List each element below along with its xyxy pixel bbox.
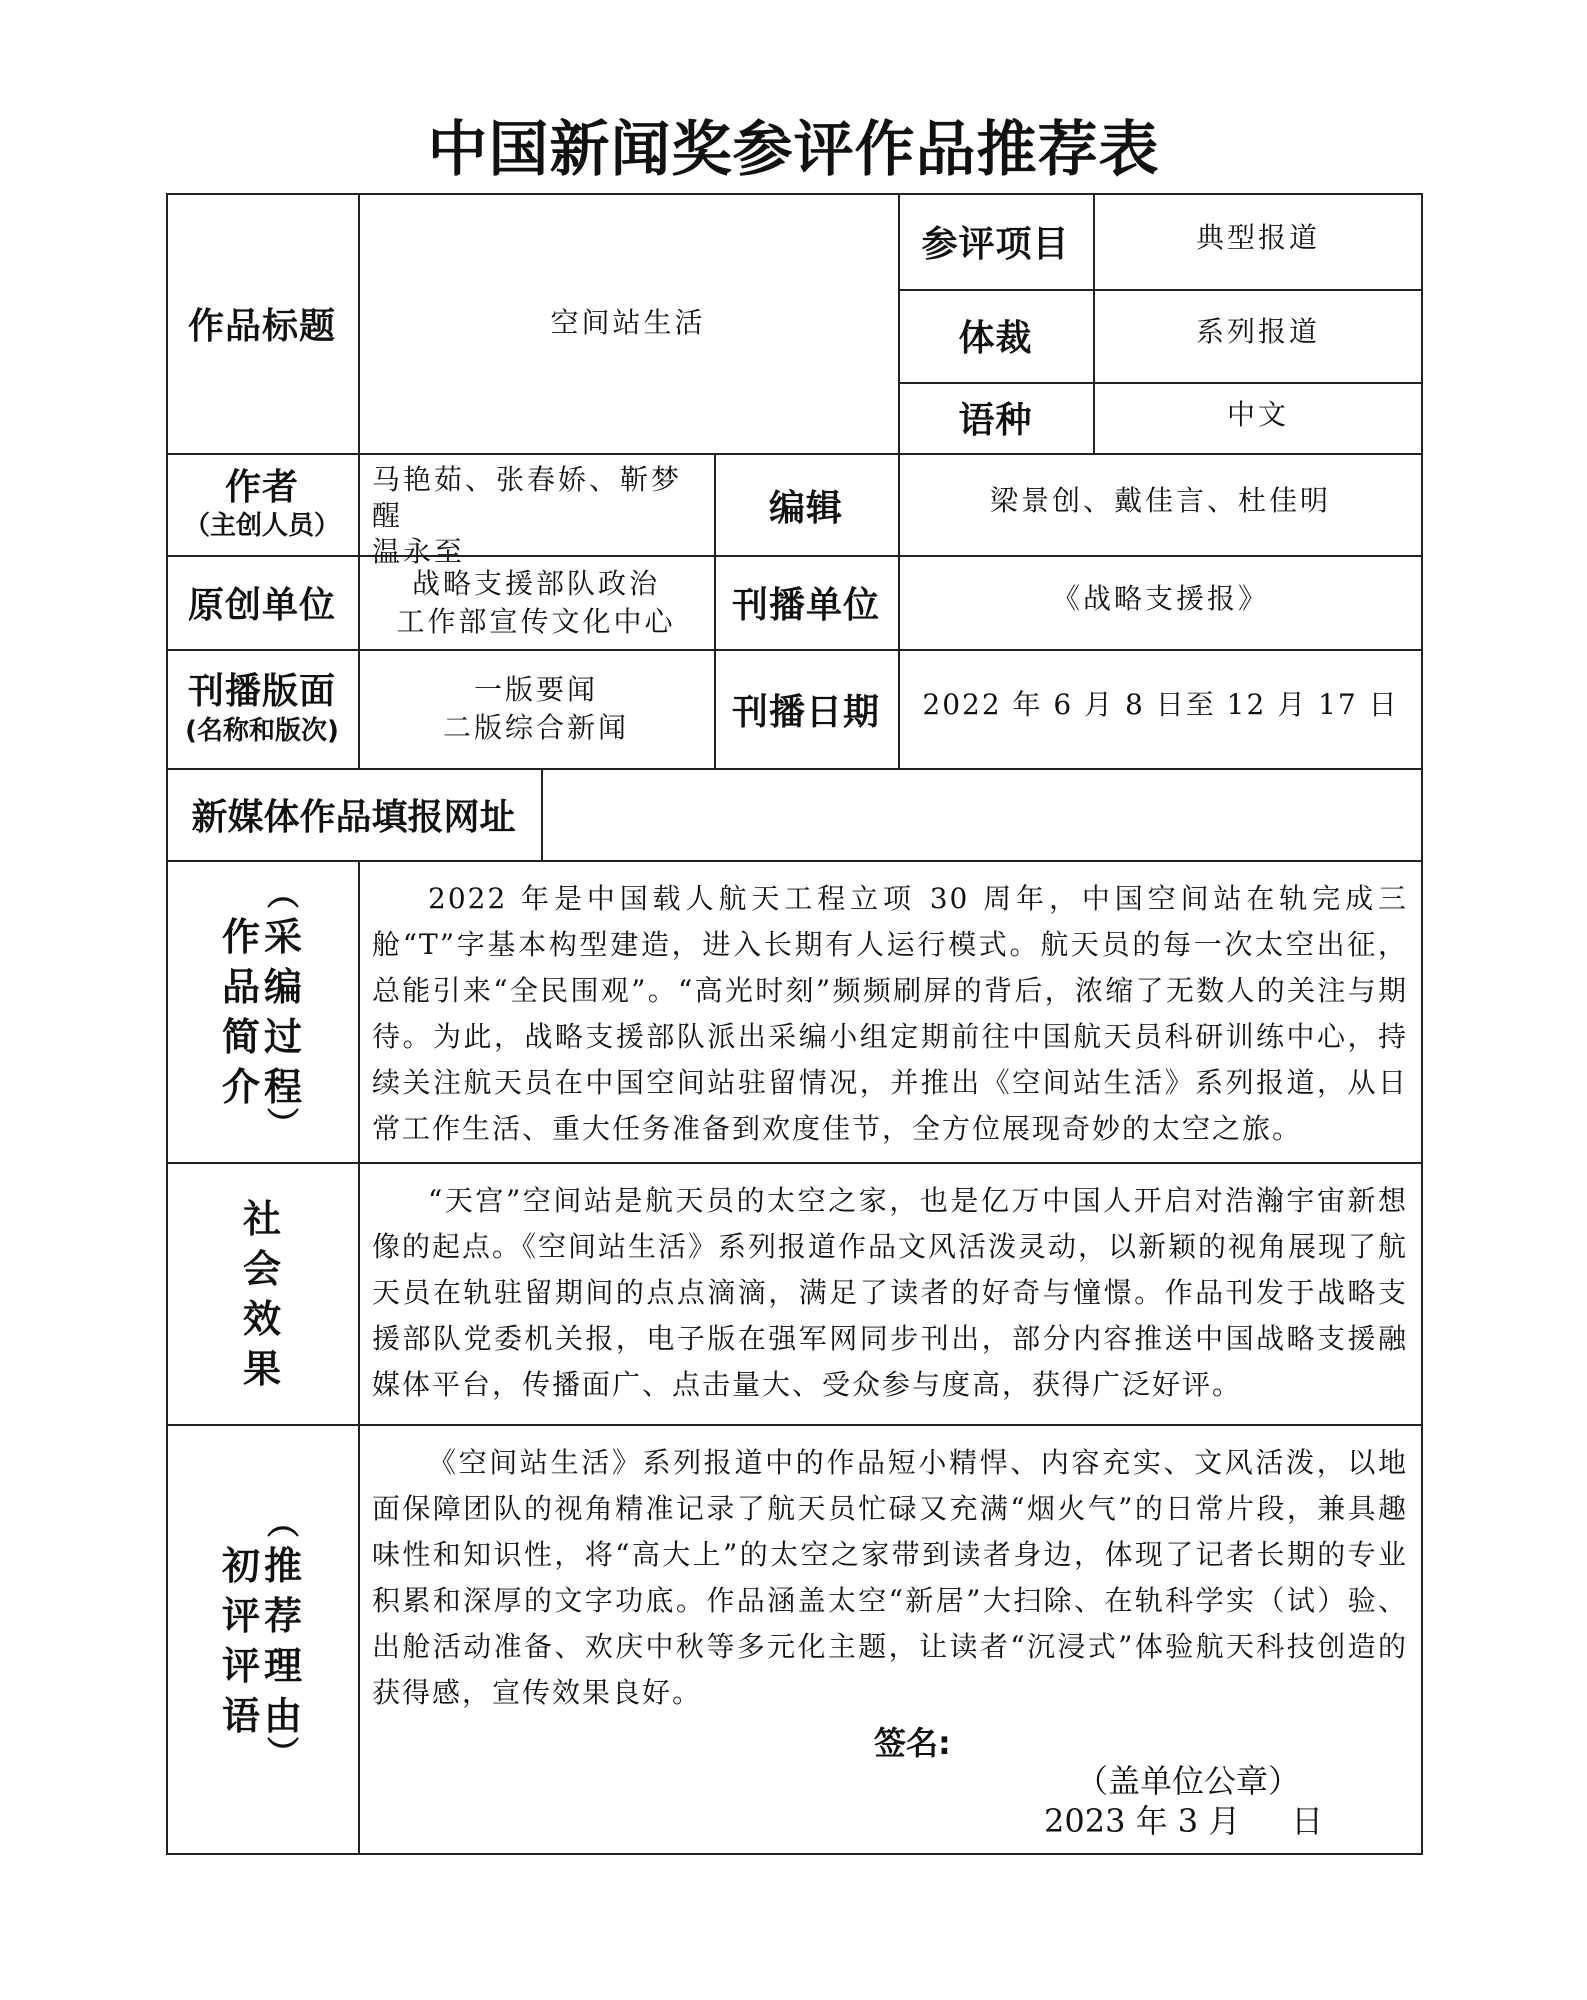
value-publish-unit: 《战略支援报》 — [1051, 581, 1269, 615]
label-publish-unit: 刊播单位 — [731, 585, 880, 626]
value-language: 中文 — [1226, 398, 1289, 431]
review-label-b-3: 由 — [264, 1693, 303, 1738]
effect-label-2: 效 — [242, 1297, 281, 1341]
value-work-title: 空间站生活 — [550, 306, 706, 339]
effect-label-0: 社 — [242, 1197, 281, 1241]
intro-label-b-3: 程 — [264, 1065, 303, 1109]
intro-label-b-1: 编 — [264, 965, 303, 1009]
label-category: 参评项目 — [921, 223, 1070, 265]
intro-text: 2022 年是中国载人航天工程立项 30 周年，中国空间站在轨完成三舱“T”字基本构型建造，进入长期有人运行模式。航天员的每一次太空出征，总能引来“全民围观”。“高光时刻”频频刷屏的背后，浓缩了无数人的关注与期待。为此，战略支援部队派出采编小组定期前往中国航天员科研训练中心，持续关注航天员在中国空间站驻留情况，并推出《空间站生活》系列报道，从日常工作生活、重大任务准备到欢度佳节，全方位展现奇妙的太空之旅。 — [372, 882, 1408, 1145]
label-publish-page-block — [166, 650, 358, 768]
value-new-media-url — [541, 769, 1423, 860]
intro-label-b-2: 过 — [264, 1015, 303, 1059]
label-author-sub: （主创人员） — [183, 511, 340, 541]
review-paren-close: ） — [262, 1735, 301, 1768]
label-publish-page: 刊播版面 — [187, 671, 336, 712]
label-review — [166, 1426, 358, 1855]
intro-label-a-1: 品 — [221, 965, 260, 1009]
effect-text: “天宫”空间站是航天员的太空之家，也是亿万中国人开启对浩瀚宇宙新想像的起点。《空间站生活》系列报道作品文风活泼灵动，以新颖的视角展现了航天员在轨驻留期间的点点滴滴，满足了读者的好奇与憧憬。作品刊发于战略支援部队党委机关报，电子版在强军网同步刊出，部分内容推送中国战略支援融媒体平台，传播面广、点击量大、受众参与度高，获得广泛好评。 — [372, 1184, 1409, 1401]
review-text: 《空间站生活》系列报道中的作品短小精悍、内容充实、文风活泼，以地面保障团队的视角精准记录了航天员忙碌又充满“烟火气”的日常片段，兼具趣味性和知识性，将“高大上”的太空之家带到读者身边，体现了记者长期的专业积累和深厚的文字功底。作品涵盖太空“新居”大扫除、在轨科学实（试）验、出舱活动准备、欢庆中秋等多元化主题，让读者“沉浸式”体验航天科技创造的获得感，宣传效果良好。 — [372, 1446, 1408, 1709]
effect-label-3: 果 — [242, 1347, 281, 1391]
label-author: 作者 — [224, 467, 299, 508]
review-label-b-2: 理 — [264, 1643, 303, 1688]
value-publish-page — [358, 650, 714, 768]
value-publish-date: 2022 年 6 月 8 日至 12 月 17 日 — [922, 688, 1399, 721]
intro-label-a-3: 介 — [221, 1065, 260, 1109]
review-label-b-0: 推 — [264, 1543, 303, 1588]
value-author — [372, 462, 712, 570]
label-author-block — [166, 455, 358, 555]
value-original-unit — [358, 556, 714, 649]
intro-label-b-0: 采 — [264, 915, 303, 959]
intro-paren-open: （ — [262, 877, 301, 910]
review-label-a-2: 评 — [221, 1643, 260, 1688]
review-label-a-0: 初 — [221, 1543, 260, 1588]
label-intro — [166, 862, 358, 1162]
review-label-a-3: 语 — [221, 1693, 260, 1738]
signature-date: 2023 年 3 月 日 — [1044, 1802, 1324, 1840]
review-paren-open: （ — [262, 1505, 301, 1538]
value-category: 典型报道 — [1195, 221, 1320, 254]
value-original-unit-line2: 工作部宣传文化中心 — [396, 604, 676, 638]
label-work-title: 作品标题 — [187, 305, 336, 347]
value-author-line1: 马艳茹、张春娇、靳梦醒 — [372, 463, 683, 532]
value-editor: 梁景创、戴佳言、杜佳明 — [989, 484, 1331, 517]
label-new-media-url: 新媒体作品填报网址 — [191, 797, 516, 838]
label-publish-page-sub: (名称和版次) — [185, 716, 339, 746]
label-publish-date: 刊播日期 — [731, 691, 880, 733]
label-genre: 体裁 — [958, 318, 1033, 359]
value-original-unit-line1: 战略支援部队政治 — [411, 566, 660, 600]
signature-label: 签名: — [874, 1724, 951, 1762]
label-original-unit: 原创单位 — [187, 585, 336, 626]
intro-label-a-0: 作 — [221, 915, 260, 959]
value-author-line2: 温永至 — [372, 535, 466, 568]
value-publish-page-line2: 二版综合新闻 — [442, 711, 629, 744]
stamp-note: （盖单位公章） — [1076, 1762, 1301, 1800]
review-label-a-1: 评 — [221, 1593, 260, 1638]
label-editor: 编辑 — [768, 487, 843, 529]
intro-label-a-2: 简 — [221, 1015, 260, 1059]
label-effect — [166, 1164, 358, 1424]
effect-label-1: 会 — [242, 1247, 281, 1291]
value-publish-page-line1: 一版要闻 — [473, 673, 598, 706]
intro-paren-close: ） — [262, 1107, 301, 1140]
label-language: 语种 — [958, 400, 1033, 441]
page-title: 中国新闻奖参评作品推荐表 — [427, 115, 1160, 185]
value-genre: 系列报道 — [1195, 315, 1320, 348]
review-label-b-1: 荐 — [264, 1593, 303, 1638]
